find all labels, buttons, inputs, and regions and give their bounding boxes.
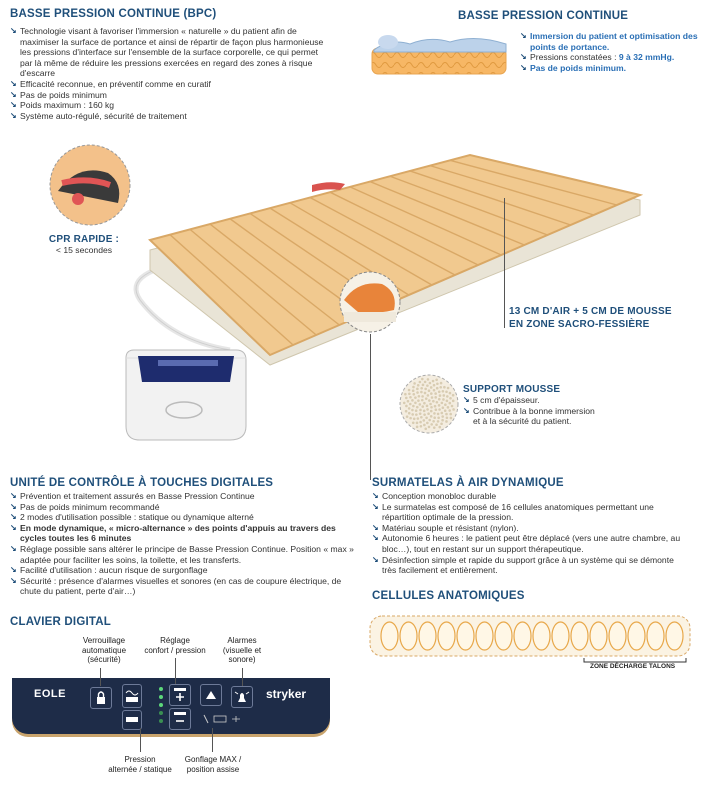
mode-button-top[interactable] — [122, 684, 142, 708]
foam-pore — [435, 408, 438, 411]
brand-eole: EOLE — [34, 688, 66, 700]
zone-talons-label: ZONE DÉCHARGE TALONS — [590, 663, 676, 670]
surmatelas-item: ↘ Matériau souple et résistant (nylon). — [372, 523, 690, 534]
foam-pore — [432, 400, 435, 403]
foam-pore — [417, 399, 420, 402]
foam-pore — [440, 382, 443, 385]
foam-pore — [447, 406, 450, 409]
bpc-right-list — [520, 31, 700, 73]
comfort-plus-button[interactable] — [169, 684, 191, 706]
air-cell — [400, 622, 417, 650]
foam-pore — [437, 420, 440, 423]
foam-pore — [421, 378, 424, 381]
minus-icon — [170, 709, 190, 729]
foam-pore — [408, 392, 411, 395]
foam-pore — [423, 424, 426, 427]
air-cell — [533, 622, 550, 650]
foam-sample-bubble — [398, 373, 460, 435]
foam-pore — [412, 389, 415, 392]
foam-pore — [442, 406, 445, 409]
foam-pore — [435, 423, 438, 426]
foam-pore — [403, 402, 406, 405]
foam-pore — [427, 412, 430, 415]
foam-pore — [423, 402, 426, 405]
foam-pore — [416, 391, 419, 394]
foam-pore — [407, 400, 410, 403]
foam-pore — [405, 397, 408, 400]
support-block — [463, 384, 663, 427]
foam-pore — [446, 395, 449, 398]
foam-pore — [405, 410, 408, 413]
foam-pore — [434, 396, 437, 399]
foam-pore — [412, 386, 415, 389]
unite-item: ↘ Pas de poids minimum recommandé — [10, 502, 360, 513]
label-pression: Pression alternée / statique — [108, 755, 172, 774]
foam-pore — [429, 382, 432, 385]
foam-pore — [427, 394, 430, 397]
foam-pore — [404, 393, 407, 396]
foam-pore — [416, 426, 419, 429]
foam-pore — [419, 412, 422, 415]
air-cell — [476, 622, 493, 650]
foam-pore — [426, 422, 429, 425]
foam-pore — [420, 391, 423, 394]
foam-pore — [421, 399, 424, 402]
foam-pore — [419, 421, 422, 424]
leader-verrouillage — [100, 668, 101, 686]
foam-pore — [425, 397, 428, 400]
foam-pore — [430, 423, 433, 426]
air-cell — [609, 622, 626, 650]
mode-button-bottom[interactable] — [122, 710, 142, 730]
foam-pore — [443, 394, 446, 397]
unite-item: ↘ Prévention et traitement assurés en Basse Pression Continue — [10, 491, 360, 502]
foam-pore — [451, 405, 454, 408]
foam-pore — [419, 381, 422, 384]
foam-pore — [428, 426, 431, 429]
air-label-line: 13 CM D'AIR + 5 CM DE MOUSSE — [509, 306, 672, 317]
lock-icon — [91, 688, 111, 708]
cpr-title: CPR RAPIDE : — [48, 234, 120, 245]
foam-pore — [449, 397, 452, 400]
foam-pore — [434, 405, 437, 408]
level-leds — [158, 686, 164, 728]
surmatelas-item: ↘ Conception monobloc durable — [372, 491, 690, 502]
foam-pore — [439, 394, 442, 397]
leader-reglage — [175, 658, 176, 684]
air-cell — [552, 622, 569, 650]
wave-icon — [123, 685, 141, 707]
foam-pore — [426, 384, 429, 387]
foam-pore — [413, 417, 416, 420]
bpc-item: ↘ Efficacité reconnue, en préventif comme en curatif — [10, 79, 332, 90]
foam-pore — [433, 412, 436, 415]
surmatelas-item: ↘ Autonomie 6 heures : le patient peut être déplacé (vers une autre chambre, au bloc…), tout en restant sur un support thérapeutique. — [372, 533, 690, 554]
cpr-subtitle: < 15 secondes — [55, 245, 113, 255]
foam-pore — [437, 416, 440, 419]
unite-list — [10, 491, 360, 597]
foam-pore — [438, 426, 441, 429]
foam-pore — [426, 405, 429, 408]
cpr-label — [42, 234, 126, 256]
foam-pore — [424, 392, 427, 395]
foam-pore — [421, 405, 424, 408]
foam-pore — [433, 426, 436, 429]
bpc-text — [10, 26, 332, 121]
foam-pore — [421, 395, 424, 398]
foam-pore — [438, 404, 441, 407]
foam-pore — [430, 392, 433, 395]
pressure-prefix: Pressions constatées : — [530, 52, 619, 63]
leader-alarmes — [242, 668, 243, 686]
foam-pore — [409, 417, 412, 420]
brand-stryker: stryker — [266, 687, 307, 701]
foam-pore — [416, 422, 419, 425]
foam-pore — [414, 402, 417, 405]
air-label — [509, 305, 672, 331]
foam-pore — [448, 409, 451, 412]
foam-pore — [420, 425, 423, 428]
foam-pore — [437, 413, 440, 416]
bpc-right-item: ↘ Immersion du patient et optimisation des points de portance. — [520, 31, 700, 52]
label-gonflage: Gonflage MAX / position assise — [184, 755, 242, 774]
air-cell — [457, 622, 474, 650]
foam-pore — [412, 393, 415, 396]
foam-pore — [417, 384, 420, 387]
foam-pore — [427, 378, 430, 381]
foam-pore — [417, 417, 420, 420]
foam-pore — [429, 403, 432, 406]
foam-pore — [412, 405, 415, 408]
foam-pore — [436, 387, 439, 390]
foam-pore — [415, 409, 418, 412]
foam-pore — [416, 406, 419, 409]
foam-pore — [408, 412, 411, 415]
surmatelas-list — [372, 491, 690, 576]
foam-pore — [433, 416, 436, 419]
foam-pore — [450, 417, 453, 420]
foam-pore — [442, 398, 445, 401]
unite-item: ↘ Facilité d'utilisation : aucun risque de surgonflage — [10, 565, 360, 576]
foam-pore — [441, 402, 444, 405]
lock-button[interactable] — [90, 687, 112, 709]
pressure-illustration — [370, 30, 510, 76]
label-verrouillage: Verrouillage automatique (sécurité) — [81, 636, 127, 665]
control-unit-illustration — [118, 348, 253, 443]
foam-pore — [448, 402, 451, 405]
foam-pore — [446, 400, 449, 403]
air-cell — [419, 622, 436, 650]
surmatelas-item: ↘ Désinfection simple et rapide du support grâce à un système qui se démonte très facilement et entièrement. — [372, 555, 690, 576]
alarm-icon — [232, 687, 252, 707]
support-item-cont: et à la sécurité du patient. — [473, 416, 572, 427]
leader-pression — [140, 728, 141, 752]
air-cell — [666, 622, 683, 650]
label-reglage: Réglage confort / pression — [144, 636, 206, 655]
foam-pore — [441, 419, 444, 422]
foam-pore — [432, 380, 435, 383]
foam-pore — [423, 419, 426, 422]
unite-item-bold: ↘ En mode dynamique, « micro-alternance » des points d'appuis au travers des cycles toutes les 6 minutes — [10, 523, 360, 544]
cpr-zoom-bubble — [48, 143, 132, 227]
foam-pore — [444, 403, 447, 406]
foam-pore — [428, 419, 431, 422]
foam-pore — [447, 387, 450, 390]
comfort-minus-button[interactable] — [169, 708, 191, 730]
air-cell — [647, 622, 664, 650]
surmatelas-item: ↘ Le surmatelas est composé de 16 cellules anatomiques permettant une répartition optimale de la pression. — [372, 502, 690, 523]
air-cell — [590, 622, 607, 650]
static-icon — [123, 711, 141, 729]
air-leader-line — [504, 198, 505, 328]
foam-pore — [445, 390, 448, 393]
foam-pore — [424, 388, 427, 391]
foam-pore — [430, 410, 433, 413]
air-cell — [438, 622, 455, 650]
foam-pore — [444, 409, 447, 412]
max-inflate-button[interactable] — [200, 684, 222, 706]
foam-pore — [428, 389, 431, 392]
foam-pore — [452, 408, 455, 411]
foam-pore — [408, 389, 411, 392]
foam-pore — [405, 405, 408, 408]
foam-pore — [425, 416, 428, 419]
battery-plug-icons — [202, 713, 242, 725]
sacral-leader-line — [370, 334, 371, 480]
foam-pore — [426, 408, 429, 411]
foam-pore — [449, 413, 452, 416]
foam-pore — [438, 391, 441, 394]
cellules-title: CELLULES ANATOMIQUES — [372, 590, 525, 602]
foam-pore — [409, 396, 412, 399]
bpc-paragraph: ↘ Technologie visant à favoriser l'immersion « naturelle » du patient afin de maximiser la surface de portance et ainsi de répartir de façon plus harmonieuse les pressions d'interface sur l'ensemble de la surface corporelle, ce qui permet par là même de réduire les pressions exercées en regard des zones à risque d'escarre — [10, 26, 332, 79]
bpc-right-title: BASSE PRESSION CONTINUE — [458, 10, 629, 22]
foam-pore — [408, 407, 411, 410]
sacral-zoom-bubble — [338, 270, 402, 334]
foam-pore — [445, 420, 448, 423]
foam-pore — [440, 422, 443, 425]
foam-pore — [439, 386, 442, 389]
foam-pore — [420, 416, 423, 419]
foam-pore — [418, 395, 421, 398]
foam-pore — [409, 403, 412, 406]
foam-pore — [415, 413, 418, 416]
foam-pore — [428, 399, 431, 402]
foam-pore — [443, 386, 446, 389]
foam-pore — [430, 406, 433, 409]
foam-pore — [423, 413, 426, 416]
foam-pore — [438, 408, 441, 411]
air-cell — [514, 622, 531, 650]
clavier-title: CLAVIER DIGITAL — [10, 616, 111, 628]
foam-pore — [411, 409, 414, 412]
air-cell — [381, 622, 398, 650]
foam-pore — [431, 396, 434, 399]
foam-pore — [432, 420, 435, 423]
foam-pore — [430, 386, 433, 389]
foam-pore — [420, 387, 423, 390]
foam-pore — [412, 421, 415, 424]
bpc-right-item — [520, 52, 700, 63]
plus-icon — [170, 685, 190, 705]
support-item: ↘ 5 cm d'épaisseur. — [463, 395, 663, 406]
bpc-item: ↘ Pas de poids minimum — [10, 90, 332, 101]
foam-pore — [424, 381, 427, 384]
foam-pore — [446, 416, 449, 419]
foam-pore — [424, 427, 427, 430]
foam-pore — [435, 378, 438, 381]
max-inflate-icon — [201, 685, 221, 705]
bpc-title: BASSE PRESSION CONTINUE (BPC) — [10, 8, 217, 20]
foam-pore — [430, 415, 433, 418]
leader-gonflage — [212, 728, 213, 752]
unite-item: ↘ Sécurité : présence d'alarmes visuelles et sonores (en cas de coupure électrique, de chute du patient, perte d'air…) — [10, 576, 360, 597]
air-label-line: EN ZONE SACRO-FESSIÈRE — [509, 319, 650, 330]
foam-pore — [436, 401, 439, 404]
foam-pore — [441, 415, 444, 418]
bpc-item: ↘ Poids maximum : 160 kg — [10, 100, 332, 111]
air-cell — [495, 622, 512, 650]
foam-pore — [419, 409, 422, 412]
foam-pore — [413, 382, 416, 385]
foam-pore — [434, 392, 437, 395]
pressure-value: 9 à 32 mmHg. — [618, 52, 675, 63]
unite-title: UNITÉ DE CONTRÔLE À TOUCHES DIGITALES — [10, 477, 274, 489]
bpc-item: ↘ Système auto-régulé, sécurité de traitement — [10, 111, 332, 122]
support-title: SUPPORT MOUSSE — [463, 384, 561, 395]
foam-pore — [442, 390, 445, 393]
surmatelas-title: SURMATELAS À AIR DYNAMIQUE — [372, 477, 564, 489]
foam-pore — [452, 394, 455, 397]
status-indicators — [202, 712, 242, 724]
foam-pore — [423, 410, 426, 413]
foam-pore — [411, 413, 414, 416]
foam-pore — [452, 400, 455, 403]
air-cell — [571, 622, 588, 650]
keypad-panel — [12, 678, 330, 734]
foam-pore — [440, 412, 443, 415]
foam-pore — [419, 403, 422, 406]
unite-item: ↘ Réglage possible sans altérer le principe de Basse Pression Continue. Position « max » adaptée pour faciliter les soins, la toilette, et les transferts. — [10, 544, 360, 565]
foam-pore — [438, 398, 441, 401]
foam-pore — [445, 413, 448, 416]
foam-pore — [449, 392, 452, 395]
foam-pore — [416, 388, 419, 391]
air-cell — [628, 622, 645, 650]
foam-pore — [411, 399, 414, 402]
unite-item: ↘ 2 modes d'utilisation possible : statique ou dynamique alterné — [10, 512, 360, 523]
foam-pore — [414, 396, 417, 399]
foam-pore — [433, 389, 436, 392]
foam-pore — [436, 382, 439, 385]
bpc-right-item: ↘ Pas de poids minimum. — [520, 63, 700, 74]
foam-pore — [422, 384, 425, 387]
alarm-button[interactable] — [231, 686, 253, 708]
foam-pore — [433, 384, 436, 387]
foam-pore — [406, 415, 409, 418]
support-item: ↘ Contribue à la bonne immersion — [463, 406, 663, 417]
label-alarmes: Alarmes (visuelle et sonore) — [222, 636, 262, 665]
